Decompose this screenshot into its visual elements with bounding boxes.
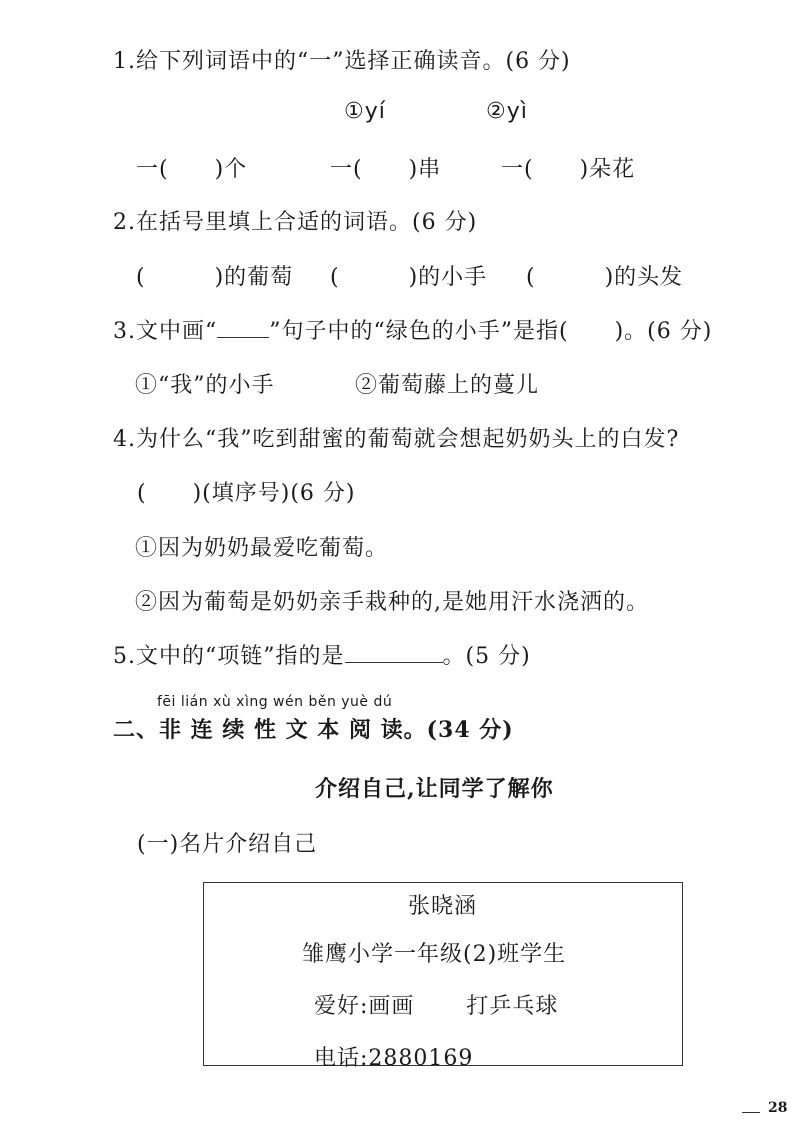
question-5-title — [113, 639, 531, 670]
q3-option-1: ①“我”的小手 — [135, 373, 275, 398]
q5-answer-blank — [345, 662, 443, 663]
page-number: 28 — [768, 1100, 788, 1116]
section-2-title: 二、非 连 续 性 文 本 阅 读。(34 分) — [113, 717, 514, 743]
name-card — [203, 882, 683, 1071]
q3-underline-blank — [217, 337, 269, 338]
q3-title-after: ”句子中的“绿色的小手”是指( )。(6 分) — [269, 319, 713, 344]
q5-title-after: 。(5 分) — [442, 644, 531, 669]
q1-item-2: 一( )串 — [330, 157, 442, 182]
q3-title-before: 3.文中画“ — [113, 319, 218, 344]
section-2-subhead: (一)名片介绍自己 — [137, 832, 318, 857]
q4-option-1: ①因为奶奶最爱吃葡萄。 — [135, 536, 389, 561]
section-2-subtitle: 介绍自己,让同学了解你 — [315, 776, 554, 802]
q4-option-2: ②因为葡萄是奶奶亲手栽种的,是她用汗水浇洒的。 — [135, 590, 649, 615]
card-name: 张晓涵 — [408, 894, 478, 919]
q1-option-2: ②yì — [486, 99, 528, 124]
q1-item-1: 一( )个 — [136, 157, 248, 182]
card-hobby — [314, 989, 558, 1020]
card-school: 雏鹰小学一年级(2)班学生 — [302, 942, 567, 967]
question-4-title: 4.为什么“我”吃到甜蜜的葡萄就会想起奶奶头上的白发? — [113, 427, 680, 452]
question-1-title: 1.给下列词语中的“一”选择正确读音。(6 分) — [113, 49, 571, 74]
q2-item-3: ( )的头发 — [526, 265, 684, 290]
q1-item-3: 一( )朵花 — [501, 157, 636, 182]
card-hobby-label: 爱好:画画 — [314, 994, 415, 1019]
q2-item-1: ( )的葡萄 — [136, 265, 294, 290]
q1-option-1: ①yí — [344, 99, 386, 124]
q2-item-2: ( )的小手 — [330, 265, 488, 290]
question-2-title: 2.在括号里填上合适的词语。(6 分) — [113, 210, 478, 235]
footer-dash — [742, 1112, 760, 1113]
q3-option-2: ②葡萄藤上的蔓儿 — [355, 373, 540, 398]
card-phone: 电话:2880169 — [314, 1046, 474, 1071]
card-hobby-2: 打乒乓球 — [466, 994, 559, 1019]
q5-title-before: 5.文中的“项链”指的是 — [113, 644, 345, 669]
section-2-pinyin: fēi lián xù xìng wén běn yuè dú — [157, 694, 393, 710]
question-3-title — [113, 314, 712, 345]
q4-answer-line: ( )(填序号)(6 分) — [137, 481, 356, 506]
